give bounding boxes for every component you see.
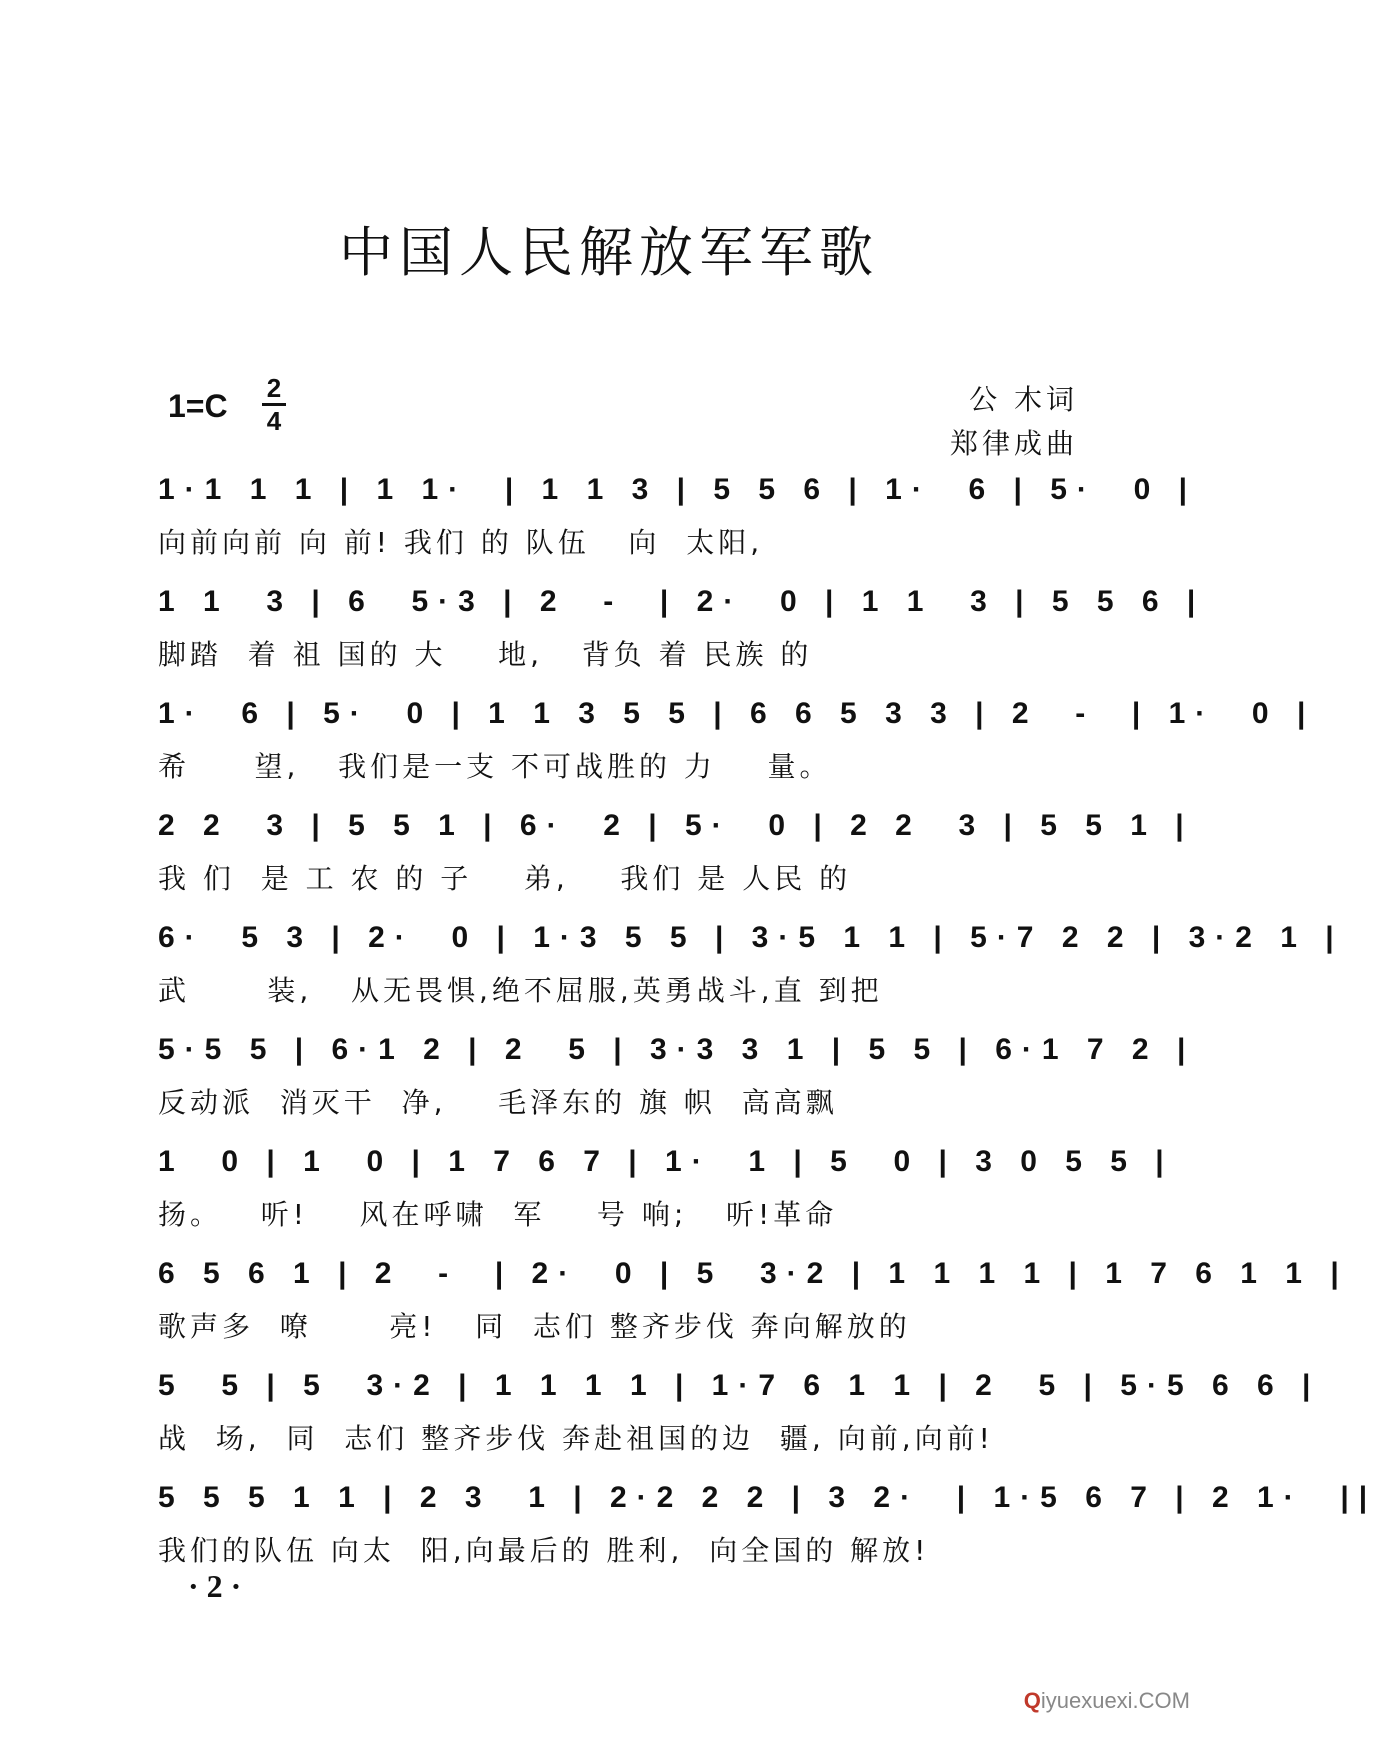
- composer-credit: 郑律成曲: [949, 427, 1078, 460]
- key-signature: 1=C: [168, 388, 228, 424]
- notation-row: 6· 5 3 | 2· 0 | 1·3 5 5 | 3·5 1 1 | 5·7 2 2 | 3·2 1 |: [158, 921, 1344, 954]
- page-title: 中国人民解放军军歌: [339, 221, 879, 284]
- notation-row: 1·1 1 1 | 1 1· | 1 1 3 | 5 5 6 | 1· 6 | 5· 0 |: [158, 473, 1197, 506]
- score-line: [158, 798, 1194, 910]
- page-number: · 2 ·: [188, 1568, 242, 1604]
- lyrics-row: 战 场, 同 志们 整齐步伐 奔赴祖国的边 疆, 向前,向前!: [158, 1422, 994, 1455]
- notation-row: 1 0 | 1 0 | 1 7 6 7 | 1· 1 | 5 0 | 3 0 5 5 |: [158, 1145, 1174, 1178]
- score-line: [158, 574, 1206, 686]
- score-line: [158, 910, 1344, 1022]
- lyrics-row: 向前向前 向 前! 我们 的 队伍 向 太阳,: [158, 526, 764, 559]
- lyrics-row: 我 们 是 工 农 的 子 弟, 我们 是 人民 的: [158, 862, 852, 895]
- time-signature-bottom: 4: [266, 406, 282, 436]
- score-line: [158, 462, 1197, 574]
- time-signature-top: 2: [266, 373, 282, 403]
- lyrics-row: 反动派 消灭干 净, 毛泽东的 旗 帜 高高飘: [158, 1086, 838, 1119]
- score-line: [158, 1246, 1349, 1358]
- watermark-logo-letter: Q: [1023, 1688, 1041, 1713]
- notation-row: 2 2 3 | 5 5 1 | 6· 2 | 5· 0 | 2 2 3 | 5 5 1 |: [158, 809, 1194, 842]
- notation-row: 5·5 5 | 6·1 2 | 2 5 | 3·3 3 1 | 5 5 | 6·1 7 2 |: [158, 1033, 1196, 1066]
- score-line: [158, 1134, 1174, 1246]
- notation-row: 1· 6 | 5· 0 | 1 1 3 5 5 | 6 6 5 3 3 | 2 - | 1· 0 |: [158, 697, 1316, 730]
- score-line: [158, 1022, 1196, 1134]
- lyrics-row: 我们的队伍 向太 阳,向最后的 胜利, 向全国的 解放!: [158, 1534, 930, 1567]
- credits: [950, 378, 1078, 466]
- lyrics-row: 希 望, 我们是一支 不可战胜的 力 量。: [158, 750, 832, 783]
- lyricist-credit: 公 木词: [969, 383, 1078, 416]
- notation-row: 5 5 | 5 3·2 | 1 1 1 1 | 1·7 6 1 1 | 2 5 | 5·5 6 6 |: [158, 1369, 1321, 1402]
- notation-row: 1 1 3 | 6 5·3 | 2 - | 2· 0 | 1 1 3 | 5 5 6 |: [158, 585, 1206, 618]
- score-line: [158, 1358, 1321, 1470]
- lyrics-row: 武 装, 从无畏惧,绝不屈服,英勇战斗,直 到把: [158, 974, 883, 1007]
- notation-row: 5 5 5 1 1 | 2 3 1 | 2·2 2 2 | 3 2· | 1·5 6 7 | 2 1· ||: [158, 1481, 1377, 1514]
- score-line: [158, 1470, 1377, 1582]
- lyrics-row: 脚踏 着 祖 国的 大 地, 背负 着 民族 的: [158, 638, 813, 671]
- lyrics-row: 歌声多 嘹 亮! 同 志们 整齐步伐 奔向解放的: [158, 1310, 911, 1343]
- score: [158, 462, 1377, 1582]
- lyrics-row: 扬。 听! 风在呼啸 军 号 响; 听!革命: [158, 1198, 838, 1231]
- time-signature: [262, 375, 286, 434]
- watermark: [1024, 1688, 1190, 1714]
- notation-row: 6 5 6 1 | 2 - | 2· 0 | 5 3·2 | 1 1 1 1 | 1 7 6 1 1 |: [158, 1257, 1349, 1290]
- watermark-text: iyuexuexi.COM: [1040, 1688, 1190, 1713]
- score-line: [158, 686, 1316, 798]
